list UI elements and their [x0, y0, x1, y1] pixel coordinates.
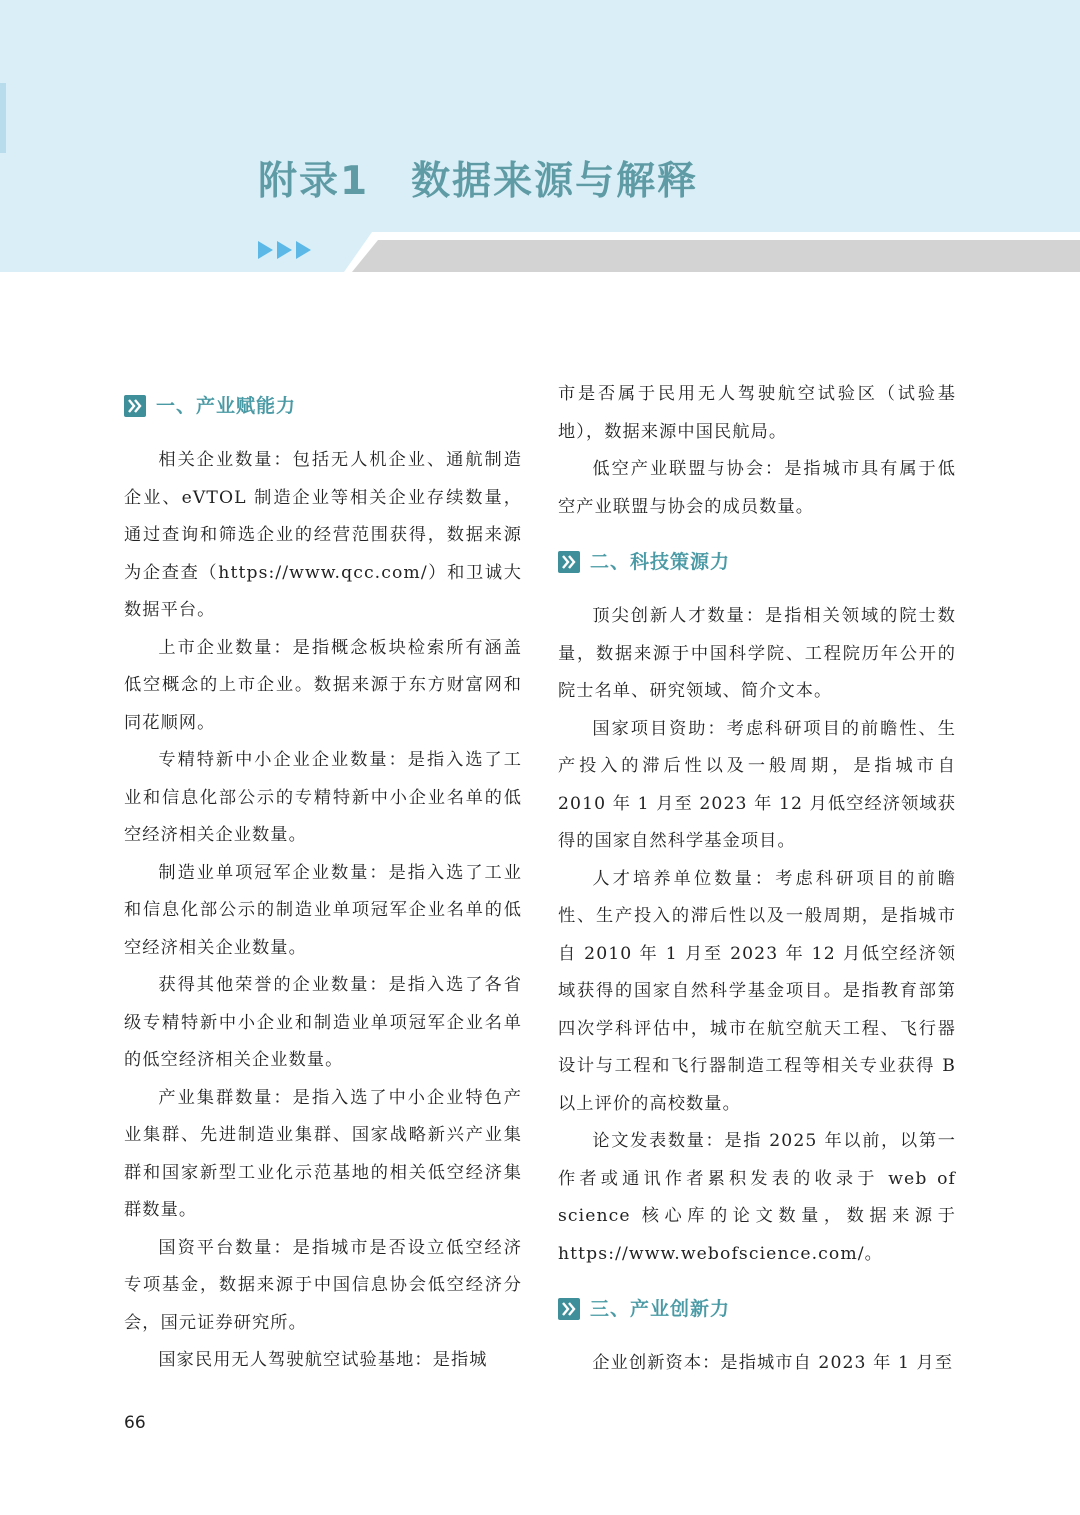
double-chevron-icon	[124, 395, 146, 417]
paragraph-other-honors: 获得其他荣誉的企业数量：是指入选了各省级专精特新中小企业和制造业单项冠军企业名单的低空经济相关企业数量。	[124, 975, 522, 1070]
paragraph-single-champions: 制造业单项冠军企业数量：是指入选了工业和信息化部公示的制造业单项冠军企业名单的低空经济相关企业数量。	[124, 862, 522, 958]
page-title	[258, 150, 698, 206]
section-heading-industry-innovation	[558, 1295, 956, 1325]
double-chevron-icon	[558, 1298, 580, 1320]
title-appendix-label: 附录1	[258, 159, 370, 204]
paragraph-talent-training: 人才培养单位数量：考虑科研项目的前瞻性、生产投入的滞后性以及一般周期，是指城市自 2010 年 1 月至 2023 年 12 月低空经济领域获得的国家自然科学基金项目。是指教育部第四次学科评估中，城市在航空航天工程、飞行器设计与工程和飞行器制造工程等相关专业获得 B 以上评价的高校数量。	[558, 868, 956, 1114]
paragraph-innovation-capital: 企业创新资本：是指城市自 2023 年 1 月至	[592, 1353, 954, 1373]
paragraph-publications: 论文发表数量：是指 2025 年以前，以第一作者或通讯作者累积发表的收录于 web of science 核心库的论文数量，数据来源于https://www.webofscience.com/。	[558, 1131, 956, 1264]
paragraph-specialized-smes: 专精特新中小企业企业数量：是指入选了工业和信息化部公示的专精特新中小企业名单的低空经济相关企业数量。	[124, 750, 522, 845]
paragraph-industry-alliances: 低空产业联盟与协会：是指城市具有属于低空产业联盟与协会的成员数量。	[558, 459, 956, 517]
paragraph-top-talents: 顶尖创新人才数量：是指相关领域的院士数量，数据来源于中国科学院、工程院历年公开的院士名单、研究领域、简介文本。	[558, 606, 956, 701]
paragraph-uav-test-bases: 国家民用无人驾驶航空试验基地：是指城	[158, 1350, 488, 1370]
section-heading-tech-source	[558, 548, 956, 578]
section-heading-text: 一、产业赋能力	[156, 395, 297, 417]
paragraph-listed-enterprises: 上市企业数量：是指概念板块检索所有涵盖低空概念的上市企业。数据来源于东方财富网和同花顺网。	[124, 637, 522, 733]
triple-arrow-icon	[258, 241, 314, 259]
title-text: 数据来源与解释	[411, 159, 699, 204]
paragraph-industry-clusters: 产业集群数量：是指入选了中小企业特色产业集群、先进制造业集群、国家战略新兴产业集群和国家新型工业化示范基地的相关低空经济集群数量。	[124, 1087, 522, 1220]
paragraph-national-funding: 国家项目资助：考虑科研项目的前瞻性、生产投入的滞后性以及一般周期，是指城市自 2010 年 1 月至 2023 年 12 月低空经济领域获得的国家自然科学基金项目。	[558, 718, 956, 851]
section-heading-text: 三、产业创新力	[590, 1298, 731, 1320]
left-column	[124, 376, 522, 1380]
page-number: 66	[124, 1413, 146, 1433]
header-gray-stripe	[0, 0, 1080, 272]
paragraph-related-enterprises: 相关企业数量：包括无人机企业、通航制造企业、eVTOL 制造企业等相关企业存续数量，通过查询和筛选企业的经营范围获得，数据来源为企查查（https://www.qcc.com/）和卫诚大数据平台。	[124, 450, 522, 620]
right-column	[558, 376, 956, 1383]
paragraph-uav-test-bases-continued: 市是否属于民用无人驾驶航空试验区（试验基地），数据来源中国民航局。	[558, 384, 956, 442]
double-chevron-icon	[558, 551, 580, 573]
section-heading-industry-empowerment	[124, 392, 522, 422]
paragraph-state-platforms: 国资平台数量：是指城市是否设立低空经济专项基金，数据来源于中国信息协会低空经济分会，国元证券研究所。	[124, 1237, 522, 1333]
section-heading-text: 二、科技策源力	[590, 551, 731, 573]
